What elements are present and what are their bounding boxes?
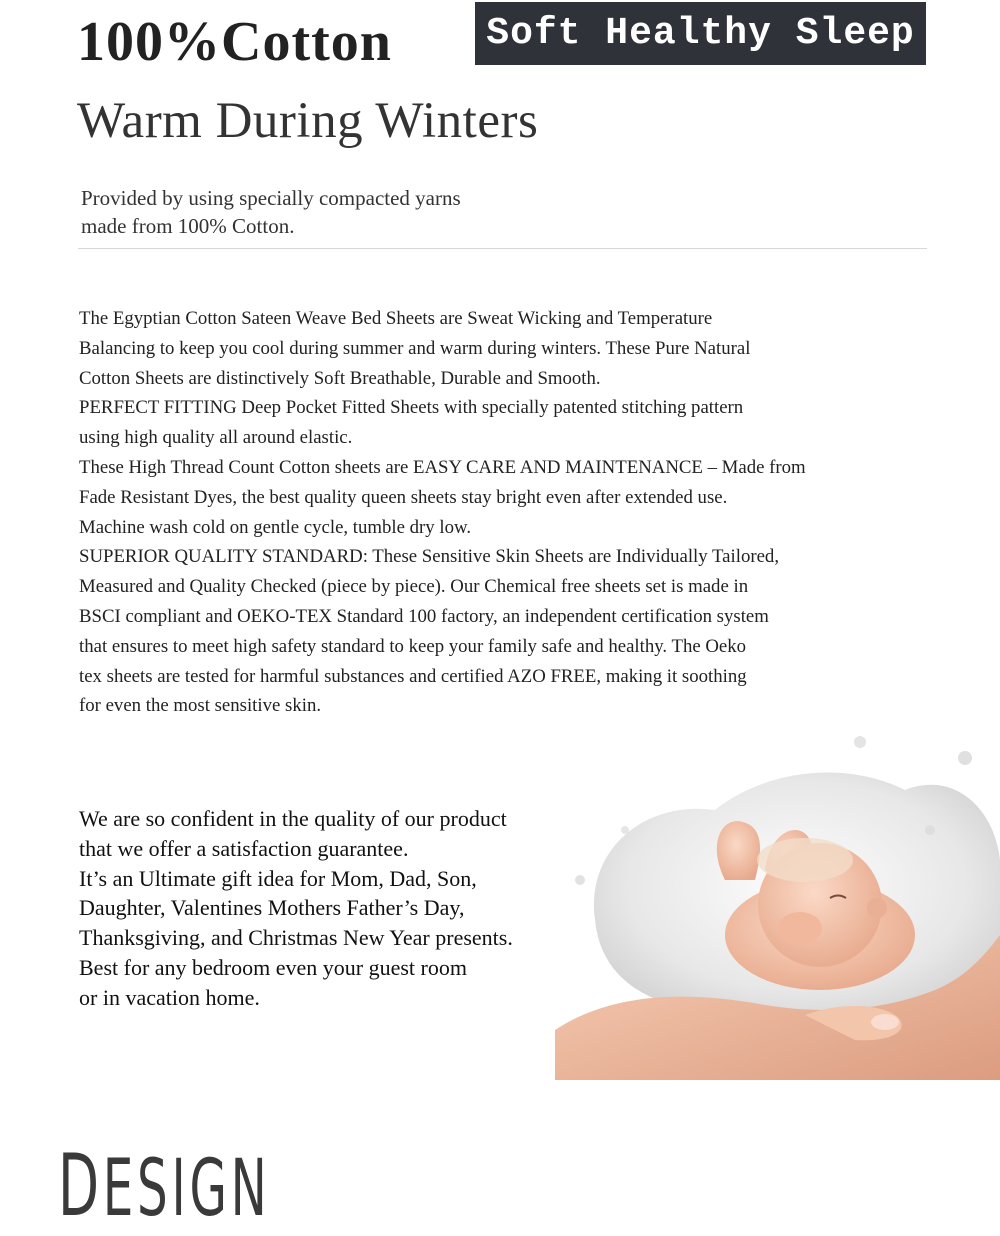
baby-hair xyxy=(757,838,853,882)
description-line: tex sheets are tested for harmful substances and certified AZO FREE, making it soothing xyxy=(79,665,747,687)
description-line: Machine wash cold on gentle cycle, tumble dry low. xyxy=(79,516,472,538)
baby-leg xyxy=(717,821,760,880)
milk-droplet xyxy=(575,875,585,885)
product-description xyxy=(79,304,939,721)
description-line: that ensures to meet high safety standard to keep your family safe and healthy. The Oeko xyxy=(79,635,747,657)
headline: 100%Cotton xyxy=(77,11,392,73)
description-line: These High Thread Count Cotton sheets are EASY CARE AND MAINTENANCE – Made from xyxy=(79,456,806,478)
design-logo-rest: ESIGN xyxy=(102,1144,271,1234)
description-line: SUPERIOR QUALITY STANDARD: These Sensitive Skin Sheets are Individually Tailored, xyxy=(79,546,780,568)
design-logo-initial: D xyxy=(58,1136,103,1236)
baby-ear xyxy=(867,898,887,918)
baby-in-milk-hands-illustration xyxy=(555,730,1000,1080)
intro-line: Provided by using specially compacted yarns xyxy=(81,186,461,210)
description-line: PERFECT FITTING Deep Pocket Fitted Sheets with specially patented stitching pattern xyxy=(79,397,744,419)
subtitle: Warm During Winters xyxy=(77,93,539,149)
milk-droplet xyxy=(925,825,935,835)
guarantee-line: Best for any bedroom even your guest room xyxy=(79,954,467,980)
milk-droplet xyxy=(621,826,629,834)
milk-droplet xyxy=(854,736,866,748)
guarantee-line: We are so confident in the quality of our product xyxy=(79,806,507,831)
description-line: for even the most sensitive skin. xyxy=(79,695,322,717)
description-line: using high quality all around elastic. xyxy=(79,427,353,449)
description-line: Balancing to keep you cool during summer and warm during winters. These Pure Natural xyxy=(79,337,751,359)
guarantee-text xyxy=(79,804,599,1013)
guarantee-line: or in vacation home. xyxy=(79,984,260,1010)
divider xyxy=(78,248,927,249)
intro-line: made from 100% Cotton. xyxy=(81,214,295,238)
soft-healthy-sleep-badge: Soft Healthy Sleep xyxy=(475,2,926,65)
milk-droplet xyxy=(958,751,972,765)
intro-text xyxy=(81,184,551,240)
baby-hand xyxy=(778,912,822,944)
guarantee-line: It’s an Ultimate gift idea for Mom, Dad, Son, xyxy=(79,865,477,891)
description-line: BSCI compliant and OEKO-TEX Standard 100 factory, an independent certification system xyxy=(79,605,769,627)
description-line: Fade Resistant Dyes, the best quality queen sheets stay bright even after extended use. xyxy=(79,486,728,508)
design-section-heading xyxy=(58,1136,271,1236)
description-line: Measured and Quality Checked (piece by piece). Our Chemical free sheets set is made in xyxy=(79,576,749,598)
thumbnail xyxy=(871,1014,899,1030)
guarantee-line: Thanksgiving, and Christmas New Year presents. xyxy=(79,925,513,951)
description-line: The Egyptian Cotton Sateen Weave Bed Sheets are Sweat Wicking and Temperature xyxy=(79,308,713,329)
guarantee-line: Daughter, Valentines Mothers Father’s Day, xyxy=(79,895,465,921)
guarantee-line: that we offer a satisfaction guarantee. xyxy=(79,835,409,861)
description-line: Cotton Sheets are distinctively Soft Breathable, Durable and Smooth. xyxy=(79,367,601,389)
